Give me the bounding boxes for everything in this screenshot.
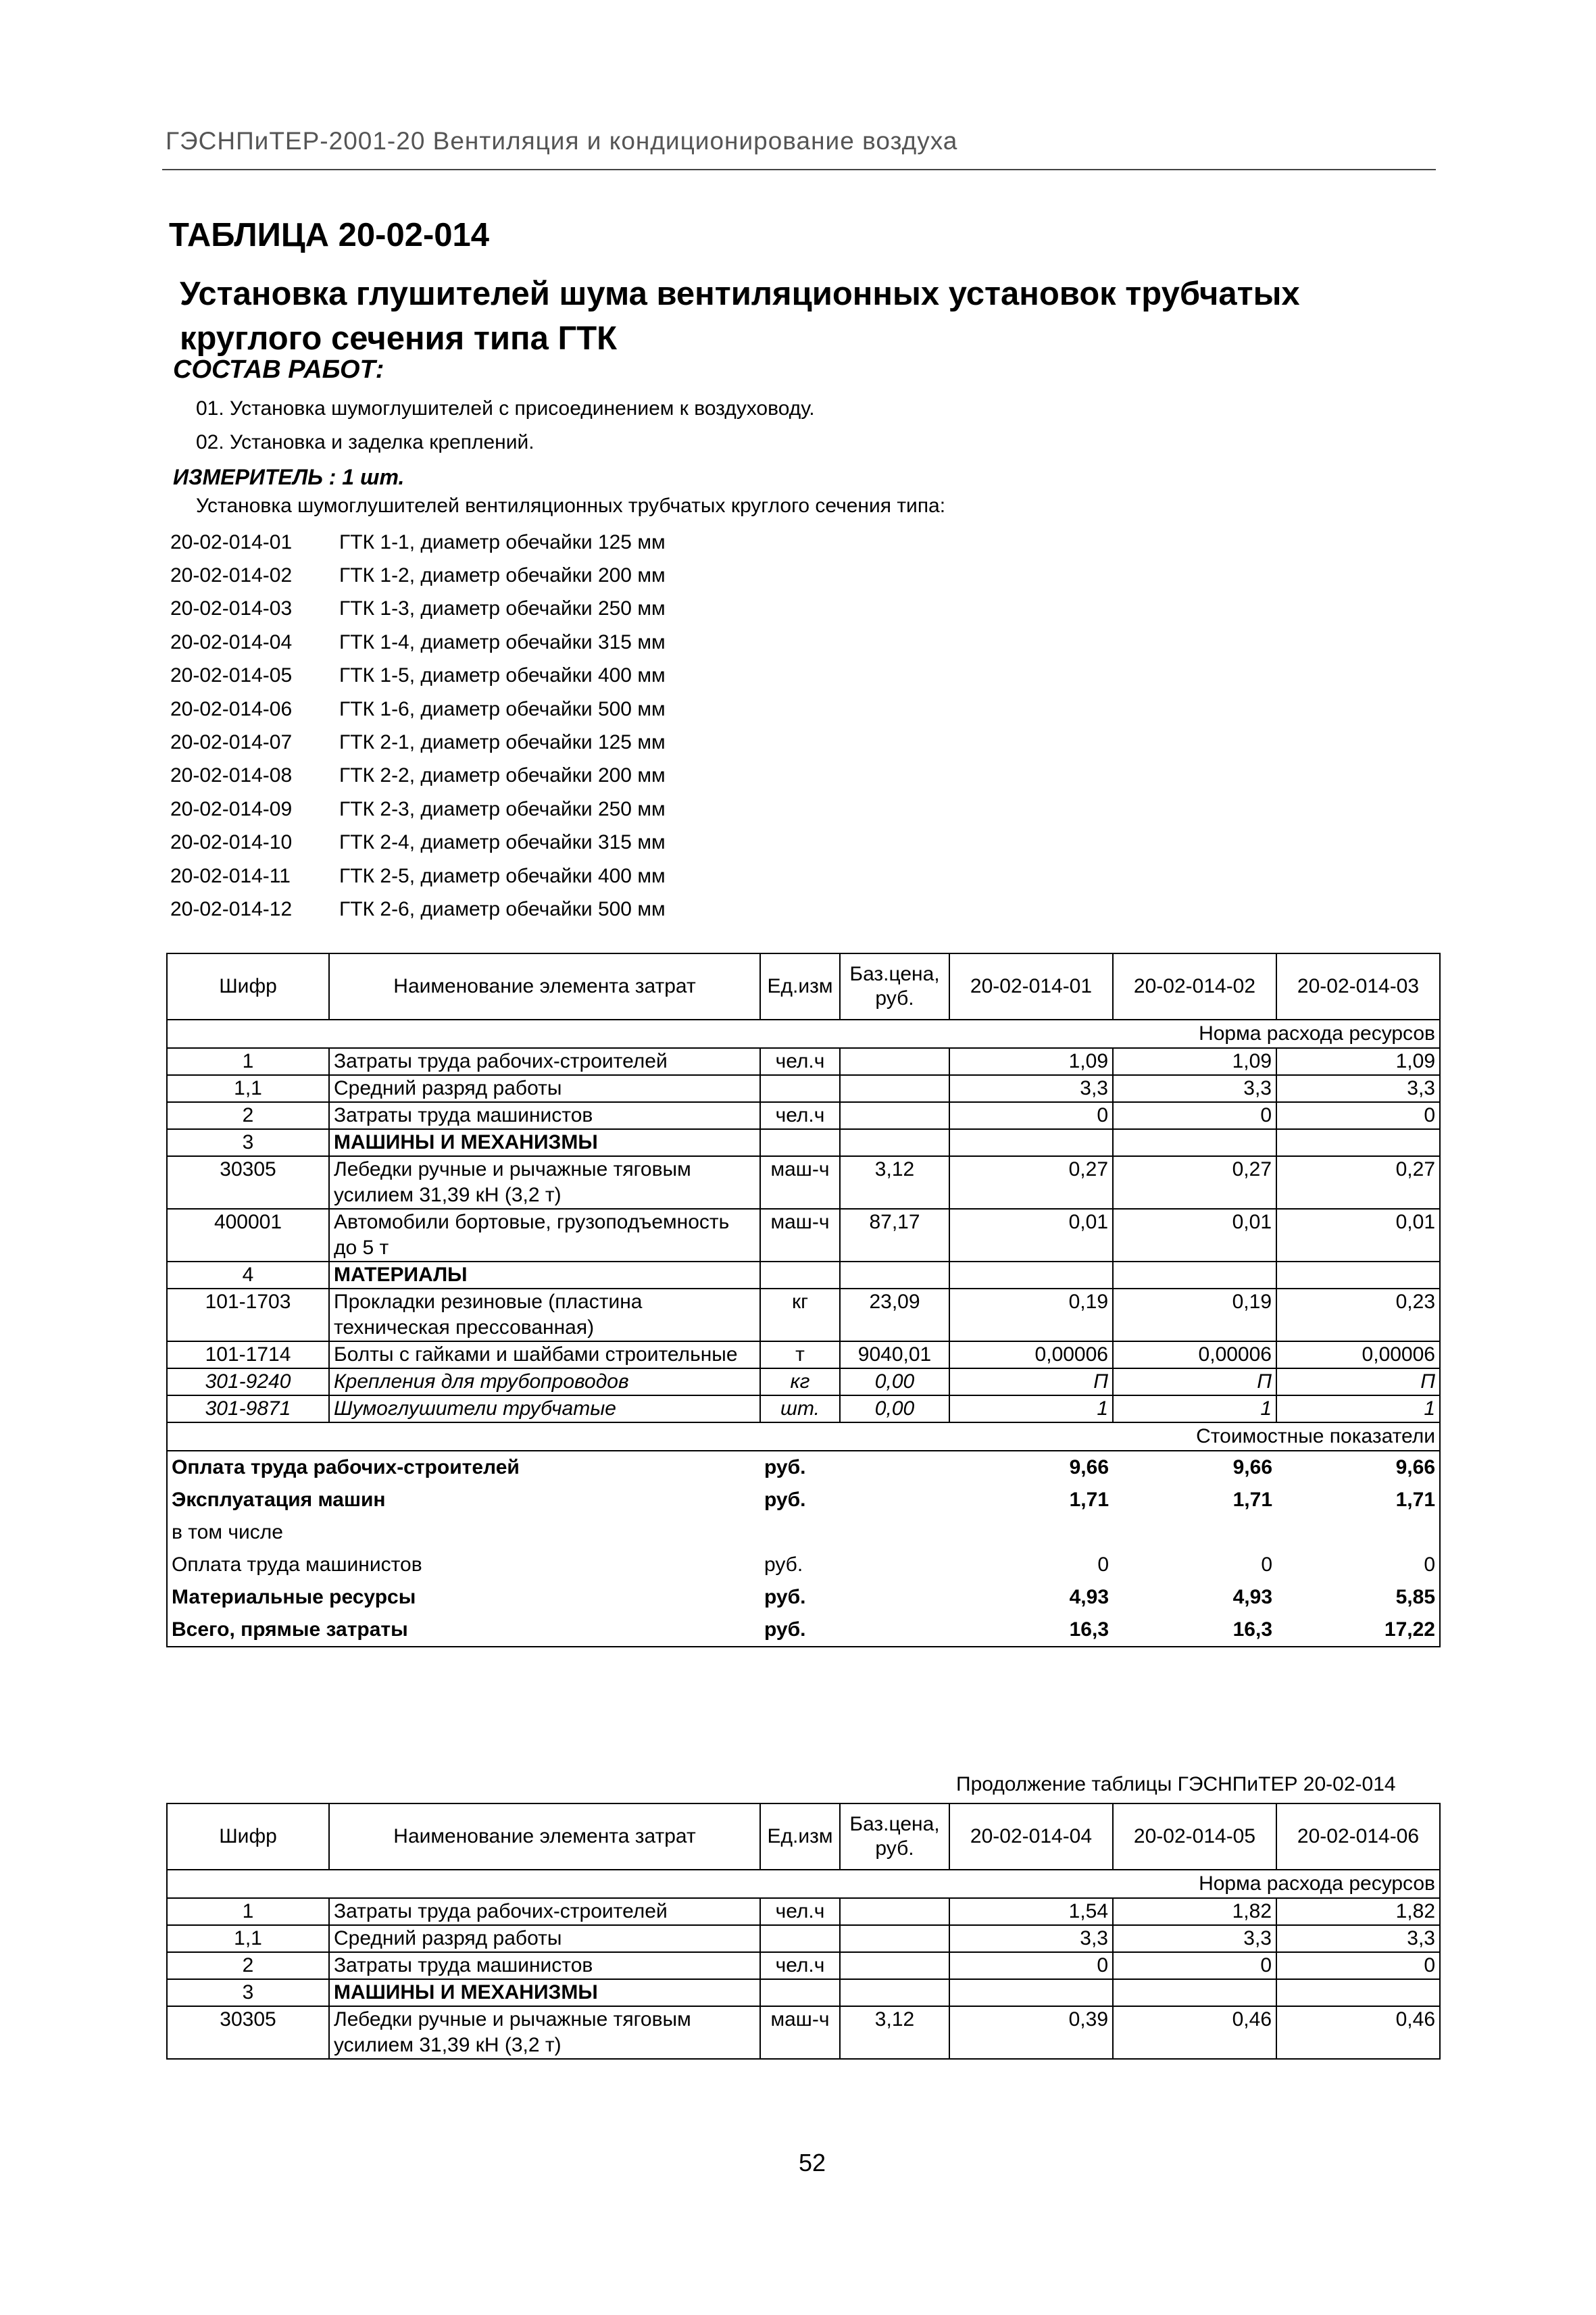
table-cell: 101-1703 xyxy=(167,1289,329,1341)
table-cell: Затраты труда рабочих-строителей xyxy=(329,1048,760,1075)
col-code: 20-02-014-06 xyxy=(1276,1803,1440,1870)
table-cell: Средний разряд работы xyxy=(329,1075,760,1102)
code-row xyxy=(170,526,778,559)
table-cell xyxy=(760,1075,840,1102)
table-cell: 23,09 xyxy=(840,1289,949,1341)
table-cell: 1,1 xyxy=(167,1925,329,1952)
table-cell xyxy=(840,1516,949,1549)
table-cell xyxy=(840,1979,949,2006)
table-cell xyxy=(760,1129,840,1156)
table-cell xyxy=(840,1102,949,1129)
code-row xyxy=(170,593,778,626)
table-cell: 0 xyxy=(1276,1549,1440,1581)
table-cell: 301-9240 xyxy=(167,1368,329,1395)
table-cell xyxy=(840,1262,949,1289)
table-cell xyxy=(840,1048,949,1075)
code-row xyxy=(170,726,778,759)
intro-text: Установка шумоглушителей вентиляционных трубчатых круглого сечения типа: xyxy=(196,495,946,517)
table-cell xyxy=(840,1925,949,1952)
col-price: Баз.цена, руб. xyxy=(840,953,949,1020)
code-row xyxy=(170,626,778,659)
col-unit: Ед.изм xyxy=(760,1803,840,1870)
code: 20-02-014-03 xyxy=(170,597,293,620)
table-row xyxy=(167,1925,1440,1952)
code: 20-02-014-11 xyxy=(170,864,291,887)
code-desc: ГТК 1-6, диаметр обечайки 500 мм xyxy=(339,697,666,720)
col-code: 20-02-014-01 xyxy=(949,953,1113,1020)
table-cell: Затраты труда машинистов xyxy=(329,1952,760,1979)
summary-row xyxy=(167,1614,1440,1647)
table-cell: 0,00006 xyxy=(1276,1341,1440,1368)
table-row xyxy=(167,1048,1440,1075)
table-cell: Затраты труда рабочих-строителей xyxy=(329,1898,760,1925)
table-cell: 1,09 xyxy=(1276,1048,1440,1075)
code-list xyxy=(170,526,778,926)
table-cell: 0,00006 xyxy=(1113,1341,1276,1368)
summary-row xyxy=(167,1581,1440,1614)
table-cell: 1 xyxy=(167,1898,329,1925)
table-cell: кг xyxy=(760,1368,840,1395)
table-cell xyxy=(840,1614,949,1647)
table-cell: П xyxy=(949,1368,1113,1395)
code: 20-02-014-05 xyxy=(170,664,293,687)
table-cell: Всего, прямые затраты xyxy=(167,1614,760,1647)
table-row xyxy=(167,1129,1440,1156)
table-cell: руб. xyxy=(764,1586,806,1608)
table-cell: 1,1 xyxy=(167,1075,329,1102)
table-cell: 3 xyxy=(167,1129,329,1156)
summary-row xyxy=(167,1484,1440,1516)
table-cell: 1,09 xyxy=(949,1048,1113,1075)
running-header: ГЭСНПиТЕР-2001-20 Вентиляция и кондиционирование воздуха xyxy=(166,127,958,155)
table-cell: 0,00 xyxy=(840,1395,949,1422)
table-cell: 3,12 xyxy=(840,1156,949,1209)
continuation-label: Продолжение таблицы ГЭСНПиТЕР 20-02-014 xyxy=(956,1773,1396,1795)
table-row xyxy=(167,1395,1440,1422)
table-cell xyxy=(1276,1129,1440,1156)
table-cell xyxy=(1113,1979,1276,2006)
table-cell: 400001 xyxy=(167,1209,329,1262)
measurement-unit: ИЗМЕРИТЕЛЬ : 1 шт. xyxy=(173,465,405,489)
table-cell xyxy=(949,1516,1113,1549)
table-cell: 0 xyxy=(1261,1553,1272,1576)
table-cell xyxy=(1113,1129,1276,1156)
table-cell: шт. xyxy=(760,1395,840,1422)
table-cell: 0 xyxy=(1113,1102,1276,1129)
table-cell: МАТЕРИАЛЫ xyxy=(329,1262,760,1289)
table-cell: 9040,01 xyxy=(840,1341,949,1368)
table-cell: 0,01 xyxy=(949,1209,1113,1262)
col-unit: Ед.изм xyxy=(760,953,840,1020)
table-row xyxy=(167,1289,1440,1341)
table-cell: 4,93 xyxy=(1069,1586,1109,1608)
table-cell: 5,85 xyxy=(1276,1581,1440,1614)
col-code: 20-02-014-05 xyxy=(1113,1803,1276,1870)
table-cell: 0,27 xyxy=(1113,1156,1276,1209)
table-cell: 0 xyxy=(949,1102,1113,1129)
table-cell: П xyxy=(1276,1368,1440,1395)
table-cell xyxy=(949,1979,1113,2006)
table-cell: чел.ч xyxy=(760,1102,840,1129)
table-cell: Затраты труда машинистов xyxy=(329,1102,760,1129)
table-cell: 1 xyxy=(1113,1395,1276,1422)
table-cell: 9,66 xyxy=(1276,1451,1440,1484)
table-cell: Лебедки ручные и рычажные тяговым усилием 31,39 кН (3,2 т) xyxy=(329,1156,760,1209)
table-cell: 0 xyxy=(949,1952,1113,1979)
table-row xyxy=(167,1209,1440,1262)
code: 20-02-014-12 xyxy=(170,897,293,920)
table-cell: 0 xyxy=(1276,1952,1440,1979)
summary-row xyxy=(167,1451,1440,1484)
table-cell: 1,82 xyxy=(1276,1898,1440,1925)
code: 20-02-014-06 xyxy=(170,697,293,720)
col-shifr: Шифр xyxy=(167,1803,329,1870)
table-cell: 1 xyxy=(167,1048,329,1075)
table-cell: 3,3 xyxy=(1276,1075,1440,1102)
table-cell: 0,23 xyxy=(1276,1289,1440,1341)
table-cell: 0,00006 xyxy=(949,1341,1113,1368)
code: 20-02-014-10 xyxy=(170,831,293,854)
table-cell: МАШИНЫ И МЕХАНИЗМЫ xyxy=(329,1129,760,1156)
table-cell: 1,71 xyxy=(1069,1489,1109,1511)
table-cell: 3,3 xyxy=(1113,1925,1276,1952)
code: 20-02-014-08 xyxy=(170,764,293,787)
summary-row xyxy=(167,1549,1440,1581)
work-composition-label: СОСТАВ РАБОТ: xyxy=(173,355,384,384)
col-code: 20-02-014-04 xyxy=(949,1803,1113,1870)
code: 20-02-014-04 xyxy=(170,630,293,653)
col-name: Наименование элемента затрат xyxy=(329,1803,760,1870)
table-cell: 1,71 xyxy=(1232,1489,1272,1511)
table-cell xyxy=(760,1262,840,1289)
code-row xyxy=(170,693,778,726)
table-cell: 16,3 xyxy=(1113,1614,1276,1647)
table-cell: 4 xyxy=(167,1262,329,1289)
table-cell: руб. xyxy=(764,1489,806,1511)
table-row xyxy=(167,1368,1440,1395)
table-cell xyxy=(760,1979,840,2006)
table-row xyxy=(167,1156,1440,1209)
table-cell: 4,93 xyxy=(1232,1586,1272,1608)
code: 20-02-014-07 xyxy=(170,731,293,754)
resource-table-2 xyxy=(166,1803,1441,2060)
table-row xyxy=(167,2006,1440,2059)
table-cell: Крепления для трубопроводов xyxy=(329,1368,760,1395)
norma-label: Норма расхода ресурсов xyxy=(167,1020,1440,1048)
table-cell: 87,17 xyxy=(840,1209,949,1262)
table-cell: 0 xyxy=(1276,1102,1440,1129)
table-cell: Автомобили бортовые, грузоподъемность до 5 т xyxy=(329,1209,760,1262)
table-row xyxy=(167,1979,1440,2006)
code-row xyxy=(170,860,778,893)
code-desc: ГТК 2-3, диаметр обечайки 250 мм xyxy=(339,797,666,820)
code-row xyxy=(170,826,778,860)
table-cell: Лебедки ручные и рычажные тяговым усилием 31,39 кН (3,2 т) xyxy=(329,2006,760,2059)
table-cell: 0,39 xyxy=(949,2006,1113,2059)
table-cell: Прокладки резиновые (пластина техническая прессованная) xyxy=(329,1289,760,1341)
table-cell: 0,19 xyxy=(949,1289,1113,1341)
table-cell xyxy=(840,1898,949,1925)
table-cell xyxy=(840,1549,949,1581)
table-cell: руб. xyxy=(764,1456,806,1478)
table-cell xyxy=(840,1451,949,1484)
table-title: ТАБЛИЦА 20-02-014 xyxy=(169,217,490,253)
table-cell: 0,46 xyxy=(1113,2006,1276,2059)
table-cell: чел.ч xyxy=(760,1048,840,1075)
table-cell: 101-1714 xyxy=(167,1341,329,1368)
table-subtitle: Установка глушителей шума вентиляционных установок трубчатых круглого сечения типа ГТК xyxy=(180,276,1300,357)
table-row xyxy=(167,1102,1440,1129)
table-cell: кг xyxy=(760,1289,840,1341)
code-row xyxy=(170,793,778,826)
table-cell: 0 xyxy=(1113,1952,1276,1979)
table-cell: маш-ч xyxy=(760,1209,840,1262)
table-cell: П xyxy=(1113,1368,1276,1395)
code-desc: ГТК 2-2, диаметр обечайки 200 мм xyxy=(339,764,666,787)
table-cell: 3 xyxy=(167,1979,329,2006)
table-cell xyxy=(840,1129,949,1156)
table-row xyxy=(167,1075,1440,1102)
table-cell xyxy=(949,1129,1113,1156)
code: 20-02-014-01 xyxy=(170,530,293,553)
table-cell: Материальные ресурсы xyxy=(167,1581,760,1614)
code-row xyxy=(170,893,778,926)
table-cell xyxy=(760,1516,840,1549)
table-row xyxy=(167,1898,1440,1925)
code-row xyxy=(170,559,778,592)
table-cell: 3,3 xyxy=(949,1075,1113,1102)
table-cell xyxy=(1276,1262,1440,1289)
table-cell: Оплата труда рабочих-строителей xyxy=(167,1451,760,1484)
table-cell: 2 xyxy=(167,1102,329,1129)
table-cell: 0,46 xyxy=(1276,2006,1440,2059)
table-cell: 1 xyxy=(1276,1395,1440,1422)
table-cell: 0,01 xyxy=(1276,1209,1440,1262)
table-cell: 0,19 xyxy=(1113,1289,1276,1341)
table-cell: 9,66 xyxy=(1232,1456,1272,1478)
table-cell: Средний разряд работы xyxy=(329,1925,760,1952)
code-desc: ГТК 2-6, диаметр обечайки 500 мм xyxy=(339,897,666,920)
col-code: 20-02-014-03 xyxy=(1276,953,1440,1020)
table-cell: 3,12 xyxy=(840,2006,949,2059)
table-cell xyxy=(949,1262,1113,1289)
header-rule xyxy=(162,169,1436,170)
table-cell: чел.ч xyxy=(760,1898,840,1925)
code-desc: ГТК 1-3, диаметр обечайки 250 мм xyxy=(339,597,666,620)
code: 20-02-014-09 xyxy=(170,797,293,820)
table-row xyxy=(167,1262,1440,1289)
work-item: 01. Установка шумоглушителей с присоединением к воздуховоду. xyxy=(196,397,815,420)
col-shifr: Шифр xyxy=(167,953,329,1020)
table-cell: 17,22 xyxy=(1276,1614,1440,1647)
table-cell xyxy=(1276,1516,1440,1549)
code-desc: ГТК 1-5, диаметр обечайки 400 мм xyxy=(339,664,666,687)
code-desc: ГТК 2-1, диаметр обечайки 125 мм xyxy=(339,731,666,754)
table-cell: 30305 xyxy=(167,1156,329,1209)
table-cell xyxy=(760,1925,840,1952)
code-desc: ГТК 1-1, диаметр обечайки 125 мм xyxy=(339,530,666,553)
table-cell xyxy=(1113,1262,1276,1289)
code-desc: ГТК 2-4, диаметр обечайки 315 мм xyxy=(339,831,666,854)
code-desc: ГТК 1-2, диаметр обечайки 200 мм xyxy=(339,564,666,587)
table-row xyxy=(167,1341,1440,1368)
table-cell: 0 xyxy=(1097,1553,1109,1576)
table-cell xyxy=(1276,1979,1440,2006)
table-cell: руб. xyxy=(760,1614,840,1647)
table-cell xyxy=(1113,1516,1276,1549)
table-cell xyxy=(840,1075,949,1102)
table-cell: в том числе xyxy=(167,1516,760,1549)
code: 20-02-014-02 xyxy=(170,564,293,587)
col-code: 20-02-014-02 xyxy=(1113,953,1276,1020)
table-cell: 3,3 xyxy=(1113,1075,1276,1102)
table-cell: 3,3 xyxy=(949,1925,1113,1952)
table-cell: чел.ч xyxy=(760,1952,840,1979)
table-cell: 0,00 xyxy=(840,1368,949,1395)
table-cell: маш-ч xyxy=(760,1156,840,1209)
table-cell: 1,71 xyxy=(1276,1484,1440,1516)
table-cell xyxy=(840,1484,949,1516)
table-cell: 1 xyxy=(949,1395,1113,1422)
table-cell: 0,01 xyxy=(1113,1209,1276,1262)
code-desc: ГТК 2-5, диаметр обечайки 400 мм xyxy=(339,864,666,887)
table-cell: 1,82 xyxy=(1113,1898,1276,1925)
cost-label: Стоимостные показатели xyxy=(167,1422,1440,1451)
summary-row xyxy=(167,1516,1440,1549)
table-cell: 301-9871 xyxy=(167,1395,329,1422)
norma-label: Норма расхода ресурсов xyxy=(167,1870,1440,1898)
table-cell: 16,3 xyxy=(949,1614,1113,1647)
table-cell: 1,09 xyxy=(1113,1048,1276,1075)
table-cell xyxy=(840,1581,949,1614)
table-cell: 0,27 xyxy=(949,1156,1113,1209)
table-cell: Болты с гайками и шайбами строительные xyxy=(329,1341,760,1368)
table-cell: Эксплуатация машин xyxy=(167,1484,760,1516)
table-cell: маш-ч xyxy=(760,2006,840,2059)
table-cell: МАШИНЫ И МЕХАНИЗМЫ xyxy=(329,1979,760,2006)
table-cell: 0,27 xyxy=(1276,1156,1440,1209)
code-row xyxy=(170,760,778,793)
table-cell: 9,66 xyxy=(1069,1456,1109,1478)
code-desc: ГТК 1-4, диаметр обечайки 315 мм xyxy=(339,630,666,653)
table-cell: Оплата труда машинистов xyxy=(167,1549,760,1581)
table-cell: 30305 xyxy=(167,2006,329,2059)
col-name: Наименование элемента затрат xyxy=(329,953,760,1020)
table-cell: руб. xyxy=(764,1553,803,1576)
table-row xyxy=(167,1952,1440,1979)
page-number: 52 xyxy=(799,2149,826,2176)
table-cell xyxy=(840,1952,949,1979)
resource-table-1 xyxy=(166,953,1441,1647)
work-item: 02. Установка и заделка креплений. xyxy=(196,431,534,453)
table-cell: Шумоглушители трубчатые xyxy=(329,1395,760,1422)
table-cell: 2 xyxy=(167,1952,329,1979)
col-price: Баз.цена, руб. xyxy=(840,1803,949,1870)
table-cell: 3,3 xyxy=(1276,1925,1440,1952)
table-cell: 1,54 xyxy=(949,1898,1113,1925)
table-cell: т xyxy=(760,1341,840,1368)
code-row xyxy=(170,659,778,693)
